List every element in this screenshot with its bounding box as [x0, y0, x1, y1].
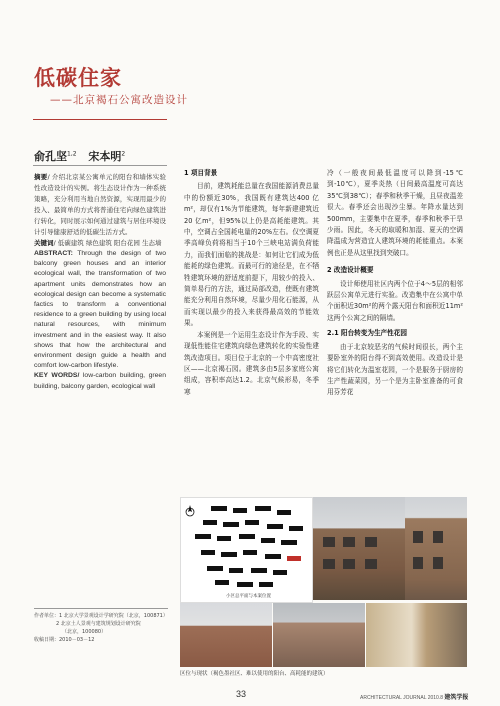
north-arrow-icon [185, 504, 195, 518]
project-site-marker [287, 556, 301, 561]
building-block [203, 520, 217, 525]
building-block [265, 554, 281, 559]
abstract-zh-text: / 介绍北京某公寓单元的阳台和墙体实验性改造设计的实例。将生态设计作为一种系统策略，充分利用当地自然资源，实现用最少的投入、最简单的方式将普通住宅向绿色建筑进行转化，同时展示如何通过建筑与居住环境设计引导健康舒适的低碳生活方式。 [34, 173, 166, 236]
author-divider [33, 165, 167, 166]
author-name: 俞孔坚 [34, 150, 67, 163]
photo-interior [366, 603, 467, 667]
building-block [261, 538, 275, 543]
building-block [289, 526, 303, 531]
building-block [229, 568, 243, 573]
building-block [233, 508, 247, 513]
notes-divider [34, 608, 168, 609]
note-affiliation-1: 作者单位：1 北京大学景观设计学研究院（北京，100871） [34, 613, 168, 619]
author-affiliation-mark: 2 [121, 150, 126, 158]
site-plan-caption: 小区总平面与本案位置 [226, 594, 271, 599]
keywords-en-text: low-carbon building, green building, balcony garden, ecological wall [34, 372, 166, 390]
building-block [277, 510, 291, 515]
journal-footer [360, 692, 468, 701]
body-column-1 [184, 168, 319, 398]
building-block [255, 506, 271, 511]
author-notes [34, 608, 174, 644]
article-subtitle: ——北京褐石公寓改造设计 [50, 94, 188, 106]
building-block [221, 552, 237, 557]
figure-caption: 区位与现状（褐色墨社区、难以使用的阳台、高耗能的建筑） [180, 671, 329, 677]
body-paragraph: 目前，建筑耗能总量在我国能源消费总量中的份额近30%，我国既有建筑达400 亿m²，却仅有1%为节能建筑，每年新建建筑近20 亿m²，但95%以上仍是高耗能建筑。其中，空调占全国耗电量的20%左右。仅空调夏季高峰负荷将相当于10个三峡电站满负荷能力，而我们面临的挑战是：如何让它们成为低能耗的绿色建筑。而最可行的途径是，在不牺牲建筑环境的舒适度前提下，用较少的投入、简单易行的方法，通过局部改造，使既有建筑能充分利用自然环境，尽量少用化石能源，从而实现以最少的投入来获得最高效的节能效果。 [184, 182, 319, 328]
photo-building-facade [405, 497, 467, 600]
body-paragraph: 本案例是一个运用生态设计作为手段、实现低性能住宅建筑向绿色建筑转化的实验性建筑改造项目。项目位于北京的一个中高密度社区——北京褐石园。建筑多由5层多家庭公寓组成，容积率高达1.2。北京气候形易，冬季寒 [184, 330, 319, 396]
abstract-en [34, 249, 166, 371]
author-name: 宋本明 [88, 150, 122, 163]
article-title: 低碳住家 [34, 66, 122, 90]
building-block [245, 520, 259, 525]
abstract-column [34, 172, 166, 392]
building-block [223, 522, 239, 527]
building-block [211, 506, 227, 511]
building-block [243, 550, 257, 555]
journal-name-cn: 建筑学报 [444, 695, 469, 701]
keywords-zh-label: 关键词 [34, 239, 54, 247]
building-block [281, 540, 297, 545]
journal-name: ARCHITECTURAL JOURNAL 2010.8 [360, 695, 443, 701]
body-paragraph: 冷（一般夜间最低温度可以降到-15℃到-10℃），夏季炎热（日间最高温度可高达35℃到38℃）；春季和秋季干燥，且昼夜温差很大。春季还会出现沙尘暴。年降水量达到500mm，主要集中在夏季，春季和秋季干旱少雨。因此，冬天的取暖和加湿、夏天的空调降温成为营造宜人建筑环境的耗能重点。本案例也正是从这里找到突破口。 [327, 169, 463, 257]
building-block [259, 582, 273, 587]
photo-building-exterior [313, 497, 405, 600]
abstract-en-label: ABSTRACT: [34, 250, 73, 257]
note-affiliation-2-postcode: （北京，100080） [62, 629, 107, 635]
building-block [267, 524, 283, 529]
keywords-zh [34, 238, 166, 249]
subsection-heading: 2.1 阳台转变为生产性花园 [327, 329, 407, 338]
abstract-zh-label: 摘要 [34, 173, 48, 181]
building-block [201, 550, 215, 555]
keywords-en [34, 371, 166, 391]
building-block [217, 536, 231, 541]
keywords-zh-text: / 低碳建筑 绿色建筑 阳台花园 生态墙 [53, 239, 162, 247]
building-block [207, 566, 223, 571]
building-block [237, 582, 253, 587]
note-affiliation-2: 2 北京土人景观与建筑规划设计研究院 [56, 621, 141, 627]
building-block [215, 580, 229, 585]
note-received-date: 收稿日期：2010－03－12 [34, 637, 95, 643]
author-line [34, 148, 125, 164]
title-divider [33, 119, 167, 120]
body-paragraph: 由于北京较恶劣的气候时间很长，两个主要卧室外的阳台得不到高效使用。改造设计是将它们转化为温室花园，一个是服务于厨房的生产性蔬菜园，另一个是为主卧室准备的可食用芬芳花 [327, 342, 463, 397]
body-column-2 [327, 168, 463, 399]
building-block [251, 568, 267, 573]
abstract-en-text: Through the design of two balcony green houses and an interior ecological wall, the transformation of two apartment units demonstrates how an ecological design can become a systematic factics to transform a conventional residence to a green building by using local natural resources, with minimum investment and in the easiest way. It also shows that how the architectural and environment design guide a health and comfort low-carbon lifestyle. [34, 250, 166, 370]
site-plan-figure [180, 497, 313, 603]
photo-rooftop-balcony [180, 603, 272, 667]
author-affiliation-mark: 1,2 [67, 150, 77, 158]
building-block [273, 570, 287, 575]
section-heading: 1 项目背景 [184, 169, 218, 177]
building-block [195, 534, 211, 539]
photo-unused-balcony [273, 603, 365, 667]
page-number: 33 [236, 689, 247, 699]
section-heading: 2 改造设计概要 [327, 266, 374, 275]
keywords-en-label: KEY WORDS/ [34, 372, 80, 380]
building-block [239, 534, 255, 539]
body-paragraph: 设计师使用社区内两个位于4～5层的相邻跃层公寓单元进行实验。改造集中在公寓中单个面积近30m²的两个露天阳台和面积近11m²这两个公寓之间的隔墙。 [327, 279, 463, 322]
abstract-zh [34, 172, 166, 238]
